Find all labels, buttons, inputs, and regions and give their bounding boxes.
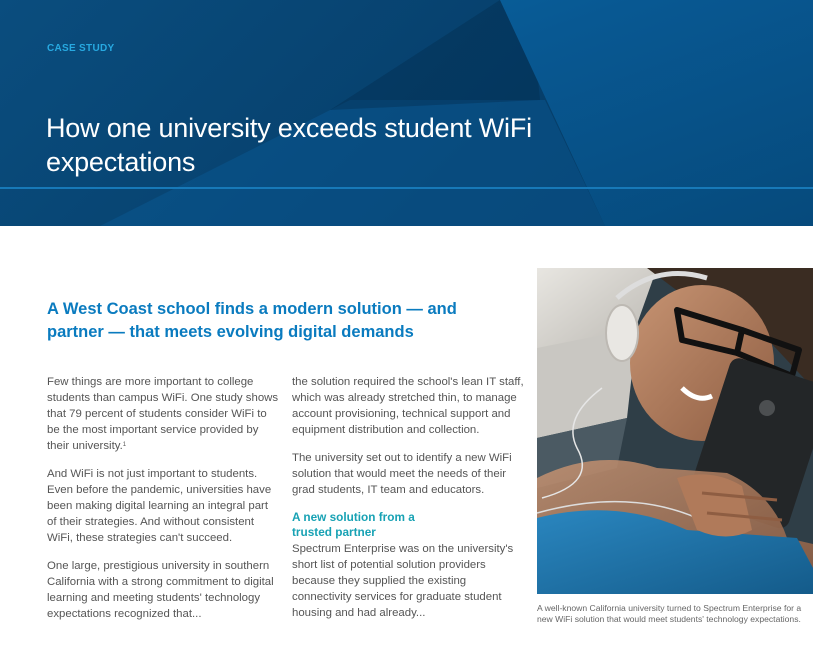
paragraph: One large, prestigious university in southern California with a strong commitment to digital learning and meeting students' technology expectations recognized that... [47,560,274,620]
page-title: How one university exceeds student WiFi expectations [46,113,532,177]
student-photo [537,268,813,594]
photo-caption: A well-known California university turned to Spectrum Enterprise for a new WiFi solution that would meet students' technology expectations. [537,603,802,624]
footnote-marker[interactable]: 1 [122,442,127,448]
subheading: A West Coast school finds a modern solution — and partner — that meets evolving digital demands [47,300,457,341]
paragraph: Spectrum Enterprise was on the university's short list of potential solution providers because they supplied the existing connectivity services for graduate student housing and had already... [292,543,514,619]
paragraph: the solution required the school's lean IT staff, which was already stretched thin, to manage account provisioning, technical support and equipment distribution and collection. [292,376,524,436]
student-with-phone-illustration [537,268,813,594]
case-study-header [0,0,813,226]
paragraph-text: Few things are more important to college students than campus WiFi. One study shows that 79 percent of students consider WiFi to be the most important service provided by their university. [47,376,279,452]
paragraph: The university set out to identify a new WiFi solution that would meet the needs of their grad students, IT team and educators. [292,452,512,496]
body-column-left [47,374,279,634]
eyebrow-label: CASE STUDY [47,43,115,54]
paragraph: And WiFi is not just important to students. Even before the pandemic, universities have been making digital learning an integral part of their strategies. And without consistent WiFi, these strategies can't succeed. [47,468,272,544]
paragraph [47,374,279,454]
header-rule [0,187,813,189]
body-column-middle [292,374,524,621]
section-heading: A new solution from a trusted partner [292,510,415,539]
